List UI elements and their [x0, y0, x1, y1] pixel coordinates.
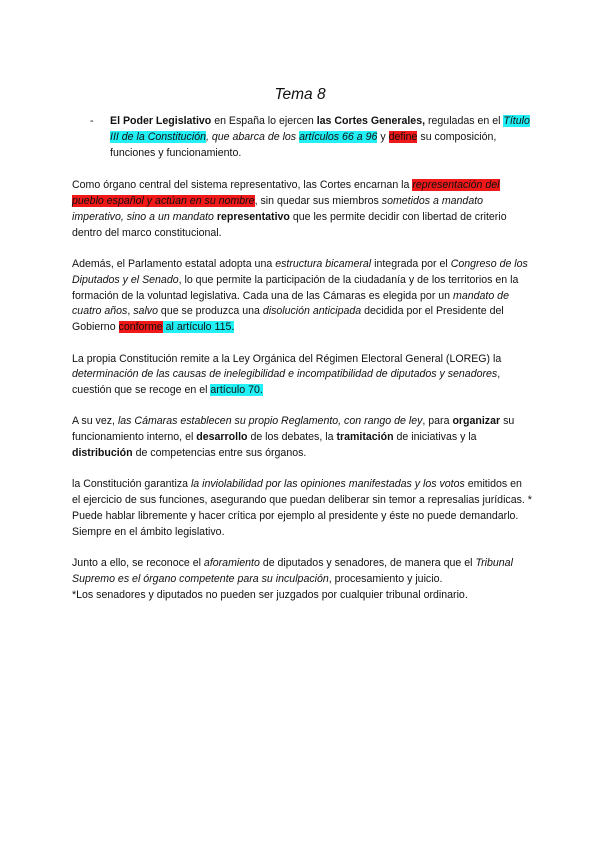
text-run: , para	[422, 415, 453, 428]
highlight-red: conforme	[118, 321, 163, 334]
text-run: , cuestión que se recoge en el	[72, 368, 501, 397]
text-run: Además, el Parlamento estatal adopta una	[72, 258, 276, 271]
text-run: decidida por el Presidente del Gobierno	[72, 305, 504, 334]
paragraph-6	[72, 556, 532, 603]
text-run: Congreso de los Diputados y el Senado	[72, 258, 528, 286]
text-run: la Constitución garantiza	[72, 478, 191, 491]
paragraph-4	[72, 414, 532, 461]
text-run: ,	[127, 305, 134, 318]
text-run: que les permite decidir con libertad de criterio dentro del marco constitucional.	[72, 210, 507, 239]
text-run: de los debates, la	[247, 431, 337, 444]
text-run: El Poder Legislativo	[110, 115, 212, 127]
text-run: Tribunal Supremo es el órgano competente para su inculpación	[72, 557, 513, 585]
highlight-cyan: al artículo 115.	[162, 321, 235, 334]
highlight-cyan: artículos 66 a 96	[299, 130, 378, 143]
paragraph-3	[72, 352, 532, 399]
paragraph-5	[72, 477, 532, 540]
text-run: Como órgano central del sistema representativo, las Cortes encarnan la	[72, 179, 413, 192]
bullet-item	[90, 114, 532, 161]
text-run: y	[377, 130, 389, 143]
text-run: representativo	[216, 210, 290, 223]
text-run: sometidos a mandato imperativo, sino a un mandato	[72, 195, 484, 223]
text-run: distribución	[72, 447, 133, 460]
text-run: que se produzca una	[157, 305, 263, 318]
document-title: Tema 8	[274, 86, 326, 103]
highlight-red: define	[388, 130, 418, 143]
text-run: disolución anticipada	[262, 305, 362, 318]
text-run: , que abarca de los	[206, 130, 300, 143]
text-run: reguladas en el	[425, 115, 504, 127]
highlight-red: representación del pueblo español y actúan en su nombre	[72, 179, 500, 208]
document-body	[72, 114, 532, 619]
text-run: de competencias entre sus órganos.	[132, 447, 307, 460]
bullet-dash: -	[90, 115, 94, 127]
text-run: en España lo ejercen	[211, 115, 317, 127]
text-run: las Cortes Generales,	[316, 115, 426, 127]
text-run: de iniciativas y la	[393, 431, 477, 444]
text-run: salvo	[133, 305, 158, 318]
text-run: estructura bicameral	[275, 258, 372, 271]
text-run: , lo que permite la participación de la ciudadanía y de los territorios en la formación de la voluntad legislativa. Cada una de las Cámaras es elegida por un	[72, 273, 519, 302]
highlight-cyan: Título III de la Constitución	[110, 115, 530, 143]
text-run: su composición, funciones y funcionamiento.	[110, 130, 497, 159]
text-run: tramitación	[336, 431, 394, 444]
text-run: desarrollo	[196, 431, 248, 444]
text-run: organizar	[452, 415, 501, 428]
text-run: La propia Constitución remite a la Ley Orgánica del Régimen Electoral General (LOREG) la	[72, 352, 502, 365]
text-run: las Cámaras establecen su propio Reglamento, con rango de ley	[117, 415, 423, 428]
paragraph-2	[72, 257, 532, 336]
text-run: emitidos en el ejercicio de sus funciones, asegurando que puedan deliberar sin temor a represalias jurídicas. * Puede hablar libremente y hacer crítica por ejemplo al presidente y éste no puede demandarlo. Siempre en el ámbito legislativo.	[72, 478, 532, 538]
text-run: , procesamiento y juicio.	[328, 572, 443, 585]
text-run: integrada por el	[371, 258, 451, 271]
bullet-text	[110, 114, 532, 161]
text-run: aforamiento	[203, 557, 260, 570]
text-run: mandato de cuatro años	[72, 289, 509, 318]
text-run: determinación de las causas de inelegibilidad e incompatibilidad de diputados y senadores	[72, 368, 498, 381]
text-run: , sin quedar sus miembros	[254, 195, 382, 208]
highlight-cyan: artículo 70.	[210, 384, 263, 397]
text-run: A su vez,	[72, 415, 118, 428]
text-run: *Los senadores y diputados no pueden ser juzgados por cualquier tribunal ordinario.	[72, 588, 468, 601]
paragraph-1	[72, 178, 532, 241]
text-run: Junto a ello, se reconoce el	[72, 557, 204, 570]
text-run: la inviolabilidad por las opiniones manifestadas y los votos	[190, 478, 465, 491]
text-run: su funcionamiento interno, el	[72, 415, 515, 444]
text-run: de diputados y senadores, de manera que el	[259, 557, 476, 570]
